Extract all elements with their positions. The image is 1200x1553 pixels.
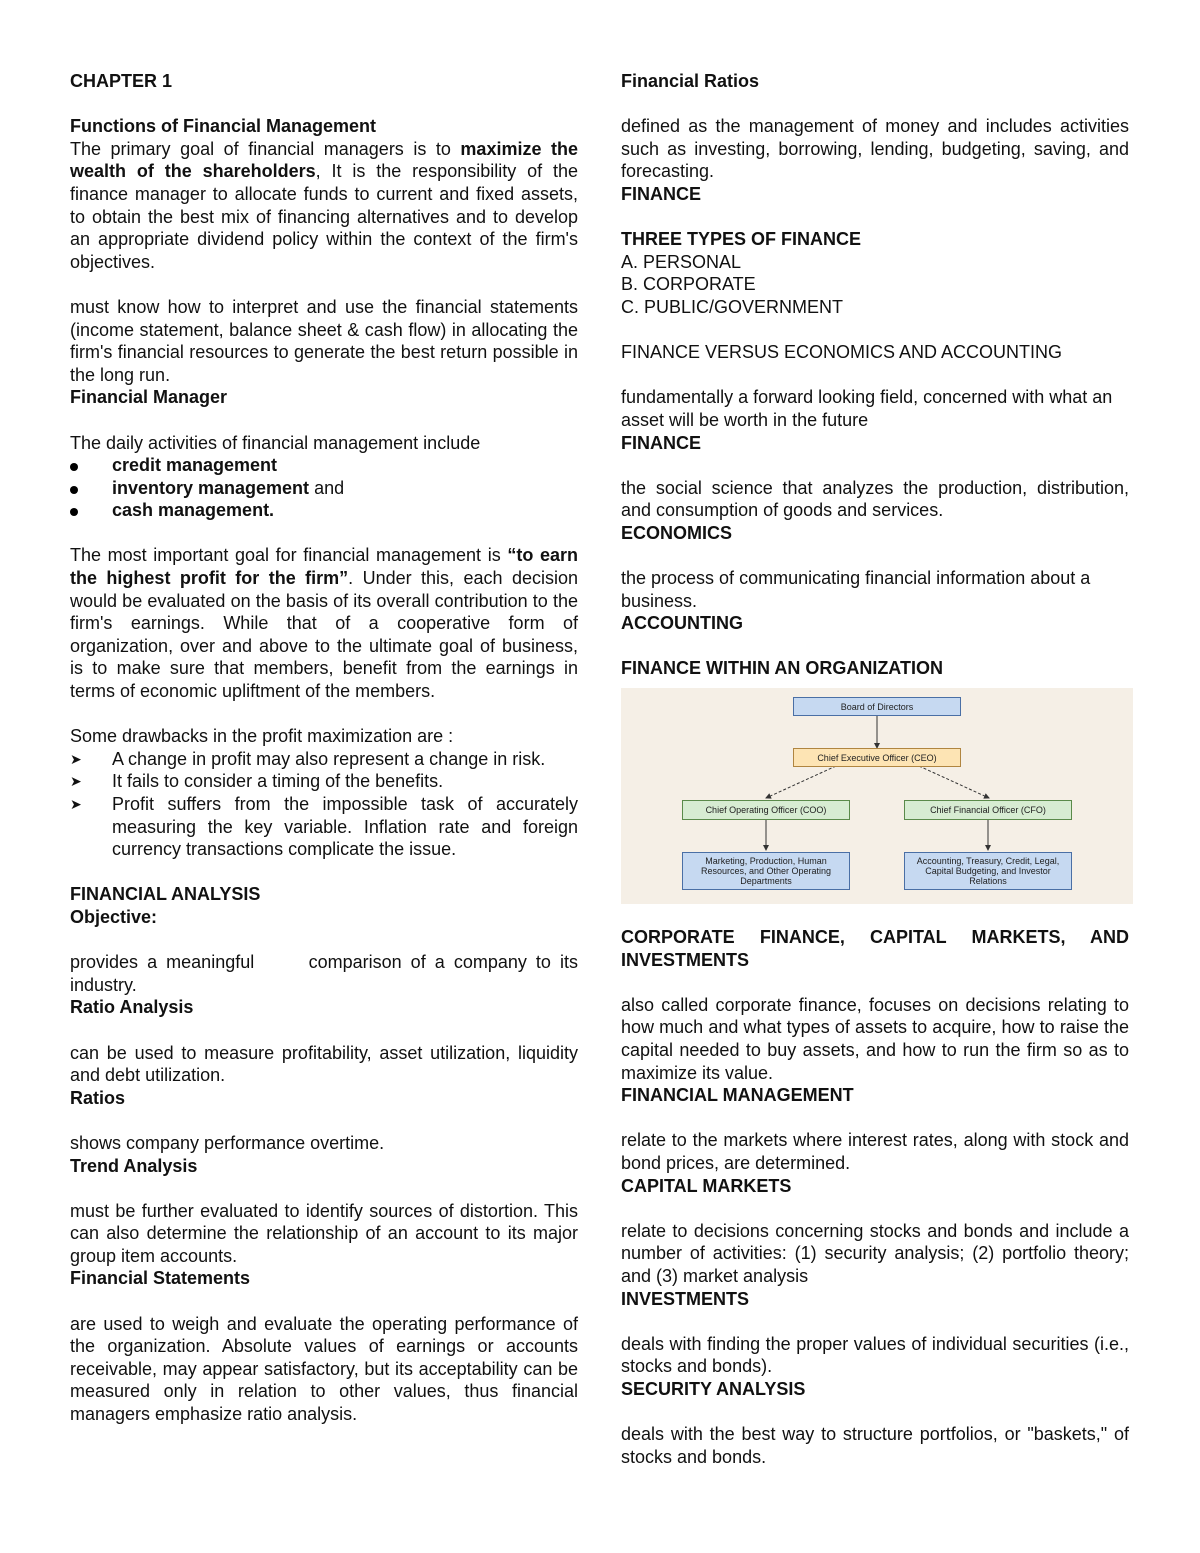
capital-markets-term: CAPITAL MARKETS [621, 1175, 792, 1196]
capital-markets-definition: relate to the markets where interest rates, along with stock and bond prices, are determined. [621, 1130, 1129, 1173]
emphasis-text: maximize the wealth of the shareholders [70, 138, 578, 182]
bullet-dot-icon [70, 454, 90, 477]
list-item-text: It fails to consider a timing of the benefits. [112, 771, 444, 792]
functions-heading: Functions of Financial Management [70, 116, 377, 137]
arrow-bullet-icon: ➤ [70, 796, 82, 812]
corporate-finance-heading: CORPORATE FINANCE, CAPITAL MARKETS, AND INVESTMENTS [621, 927, 1129, 970]
within-organization-heading: FINANCE WITHIN AN ORGANIZATION [621, 658, 943, 679]
org-node-cfo: Chief Financial Officer (CFO) [904, 800, 1072, 820]
text-run: . Under this, each decision would be evaluated on the basis of its overall contribution to the firm's earnings. While that of a cooperative form of organization, over and above to the ultimate goal of business, is to make sure that members, benefit from the earnings in terms of economic upliftment of the members. [70, 568, 578, 702]
investments-definition: relate to decisions concerning stocks and bonds and include a number of activities: (1) security analysis; (2) portfolio theory; and (3) market analysis [621, 1220, 1129, 1286]
list-item [70, 499, 578, 522]
daily-activities-intro: The daily activities of financial management include [70, 432, 481, 453]
three-types-heading: THREE TYPES OF FINANCE [621, 229, 862, 250]
economics-definition: the social science that analyzes the production, distribution, and consumption of goods and services. [621, 477, 1129, 521]
list-item-text: Profit suffers from the impossible task of accurately measuring the key variable. Inflation rate and foreign currency transactions complicate the issue. [112, 794, 578, 860]
list-item-rest: and [309, 477, 345, 498]
right-column [621, 70, 1129, 1468]
corporate-finance-definition: also called corporate finance, focuses on decisions relating to how much and what types of assets to acquire, how to raise the capital needed to buy assets, and how to run the firm so as to maximize its value. [621, 994, 1129, 1083]
versus-heading: FINANCE VERSUS ECONOMICS AND ACCOUNTING [621, 342, 1063, 363]
bullet-dot-icon [70, 499, 90, 522]
arrow-bullet-icon: ➤ [70, 773, 82, 790]
must-know-paragraph: must know how to interpret and use the financial statements (income statement, balance sheet & cash flow) in allocating the firm's financial resources to generate the best return possible in the long run. [70, 296, 578, 385]
activities-list [70, 454, 578, 522]
list-item-text: A change in profit may also represent a change in risk. [112, 748, 546, 769]
accounting-term: ACCOUNTING [621, 613, 743, 634]
security-analysis-definition: deals with finding the proper values of individual securities (i.e., stocks and bonds). [621, 1333, 1129, 1377]
text-run: The primary goal of financial managers is to [70, 138, 461, 159]
ratio-analysis-definition: can be used to measure profitability, asset utilization, liquidity and debt utilization. [70, 1042, 578, 1086]
financial-management-term: FINANCIAL MANAGEMENT [621, 1085, 854, 1106]
finance-term: FINANCE [621, 183, 701, 204]
investments-term: INVESTMENTS [621, 1288, 750, 1309]
drawbacks-intro: Some drawbacks in the profit maximization are : [70, 726, 454, 747]
finance-term-2: FINANCE [621, 432, 701, 453]
objective-term: Objective: [70, 906, 158, 927]
ratio-analysis-term: Ratio Analysis [70, 997, 194, 1018]
text-run: The most important goal for financial management is [70, 545, 508, 566]
bullet-dot-icon [70, 477, 90, 500]
primary-goal-paragraph [70, 138, 578, 274]
financial-statements-definition: are used to weigh and evaluate the operating performance of the organization. Absolute values of earnings or accounts receivable, may appear satisfactory, but its acceptability can be measured only in relation to other values, thus financial managers emphasize ratio analysis. [70, 1313, 578, 1425]
list-item [70, 748, 578, 771]
org-node-board: Board of Directors [793, 697, 961, 716]
objective-definition: provides a meaningful comparison of a company to its industry. [70, 952, 584, 995]
org-node-cfo-departments: Accounting, Treasury, Credit, Legal, Capital Budgeting, and Investor Relations [904, 852, 1072, 890]
org-node-ceo: Chief Executive Officer (CEO) [793, 748, 961, 767]
highest-profit-paragraph [70, 544, 578, 702]
list-item [70, 454, 578, 477]
trend-analysis-definition: must be further evaluated to identify sources of distortion. This can also determine the relationship of an account to its major group item accounts. [70, 1200, 578, 1266]
list-item-bold: cash management. [112, 500, 275, 521]
text-run: , It is the responsibility of the finance manager to allocate funds to current and fixed assets, to obtain the best mix of financing alternatives and to develop an appropriate dividend policy within the context of the firm's objectives. [70, 161, 579, 272]
org-chart [621, 688, 1133, 904]
list-item-bold: inventory management [112, 477, 310, 498]
security-analysis-term: SECURITY ANALYSIS [621, 1378, 806, 1399]
ratios-term: Ratios [70, 1087, 126, 1108]
portfolio-definition: deals with the best way to structure portfolios, or "baskets," of stocks and bonds. [621, 1424, 1129, 1467]
ratios-definition: shows company performance overtime. [70, 1132, 385, 1153]
type-personal: A. PERSONAL [621, 251, 742, 272]
type-public: C. PUBLIC/GOVERNMENT [621, 296, 844, 317]
list-item [70, 770, 578, 793]
financial-statements-term: Financial Statements [70, 1268, 251, 1289]
arrow-bullet-icon: ➤ [70, 750, 82, 767]
trend-analysis-term: Trend Analysis [70, 1155, 198, 1176]
economics-term: ECONOMICS [621, 522, 733, 543]
list-item [70, 793, 578, 861]
list-item [70, 477, 578, 500]
left-column [70, 70, 584, 1426]
org-node-coo: Chief Operating Officer (COO) [682, 800, 850, 820]
financial-manager-term: Financial Manager [70, 387, 228, 408]
org-node-coo-departments: Marketing, Production, Human Resources, and Other Operating Departments [682, 852, 850, 890]
forward-definition: fundamentally a forward looking field, concerned with what an asset will be worth in the future [621, 387, 1113, 430]
drawbacks-list [70, 748, 578, 861]
financial-ratios-heading: Financial Ratios [621, 71, 760, 91]
accounting-definition: the process of communicating financial information about a business. [621, 568, 1091, 611]
type-corporate: B. CORPORATE [621, 274, 756, 295]
financial-analysis-heading: FINANCIAL ANALYSIS [70, 884, 261, 905]
list-item-bold: credit management [112, 455, 278, 476]
chapter-title: CHAPTER 1 [70, 71, 173, 91]
emphasis-text: “to earn the highest profit for the firm” [70, 545, 578, 589]
finance-definition: defined as the management of money and includes activities such as investing, borrowing, lending, budgeting, saving, and forecasting. [621, 116, 1129, 182]
